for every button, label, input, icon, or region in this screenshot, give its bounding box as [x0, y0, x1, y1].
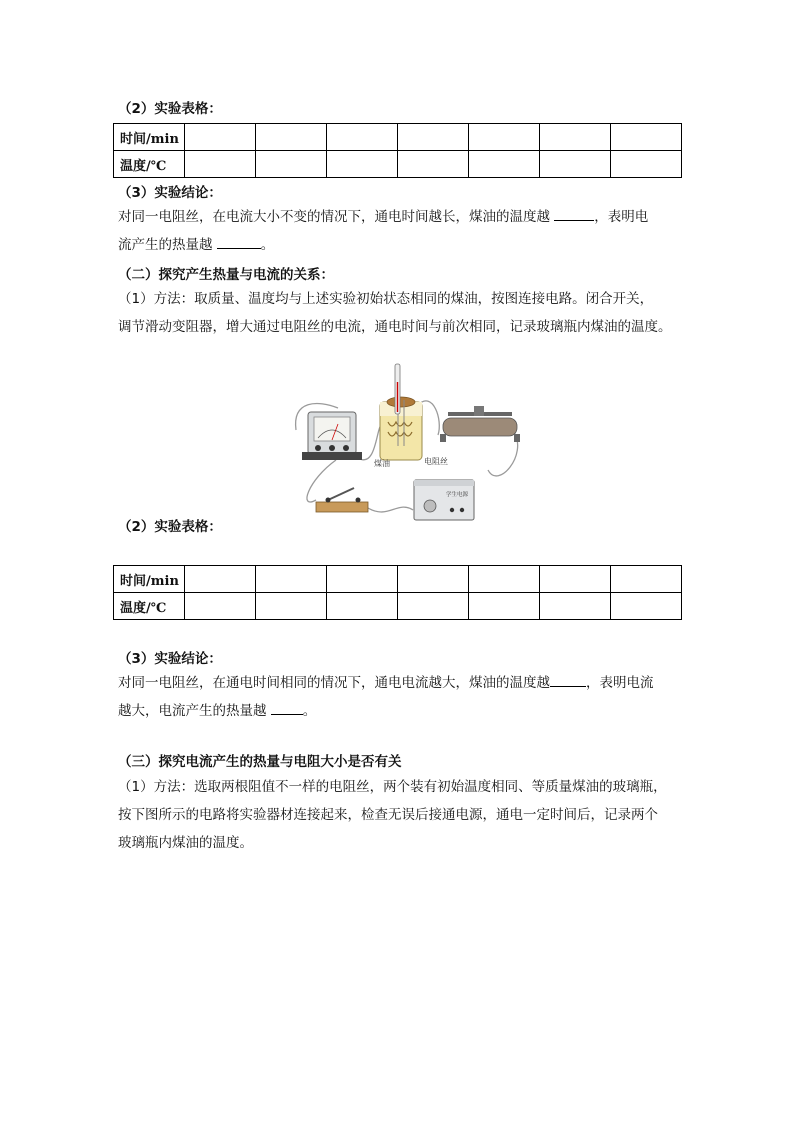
apparatus-figure: [288, 360, 528, 530]
ammeter: [302, 412, 362, 460]
data-table-1: [113, 123, 682, 178]
conclusion-line-2b: 越大，电流产生的热量越 。: [118, 697, 316, 725]
data-table-2: [113, 565, 682, 620]
section-heading-3: （三）探究电流产生的热量与电阻大小是否有关: [118, 754, 402, 770]
rheostat: [440, 406, 520, 442]
method-line: 玻璃瓶内煤油的温度。: [118, 835, 253, 851]
section-heading-2: （二）探究产生热量与电流的关系：: [118, 267, 334, 283]
answer-blank[interactable]: [554, 206, 594, 221]
answer-blank[interactable]: [217, 234, 261, 249]
table-row: [114, 124, 682, 151]
conclusion-line-1a: 对同一电阻丝，在电流大小不变的情况下，通电时间越长，煤油的温度越 ，表明电: [118, 203, 648, 231]
power-supply-label: 学生电源: [446, 492, 469, 498]
conclusion-line-2a: 对同一电阻丝，在通电时间相同的情况下，通电电流越大，煤油的温度越 ，表明电流: [118, 669, 654, 697]
table-heading-1: （2）实验表格：: [118, 101, 222, 117]
label-oil: 煤油: [374, 459, 390, 468]
wire: [368, 507, 413, 512]
method-line: （1）方法：选取两根阻值不一样的电阻丝，两个装有初始温度相同、等质量煤油的玻璃瓶，: [118, 779, 667, 795]
row-label-time: 时间/min: [114, 124, 185, 151]
beaker: [380, 397, 422, 460]
wire: [307, 460, 336, 502]
table-row: [114, 593, 682, 620]
answer-blank[interactable]: [550, 672, 586, 687]
wire: [488, 432, 518, 476]
label-wire: 电阻丝: [424, 457, 448, 466]
table-heading-2: （2）实验表格：: [118, 519, 222, 535]
row-label-temp: 温度/℃: [114, 593, 185, 620]
conclusion-heading-1: （3）实验结论：: [118, 185, 222, 201]
method-line: （1）方法：取质量、温度均与上述实验初始状态相同的煤油，按图连接电路。闭合开关，: [118, 291, 654, 307]
table-row: [114, 151, 682, 178]
conclusion-line-1b: 流产生的热量越 。: [118, 231, 274, 259]
thermometer: [395, 364, 400, 414]
row-label-time: 时间/min: [114, 566, 185, 593]
power-supply: [414, 480, 474, 520]
conclusion-heading-2: （3）实验结论：: [118, 651, 222, 667]
switch: [316, 488, 368, 512]
row-label-temp: 温度/℃: [114, 151, 185, 178]
method-line: 调节滑动变阻器，增大通过电阻丝的电流，通电时间与前次相同，记录玻璃瓶内煤油的温度。: [118, 319, 672, 335]
table-row: [114, 566, 682, 593]
answer-blank[interactable]: [271, 700, 303, 715]
method-line: 按下图所示的电路将实验器材连接起来，检查无误后接通电源，通电一定时间后，记录两个: [118, 807, 658, 823]
